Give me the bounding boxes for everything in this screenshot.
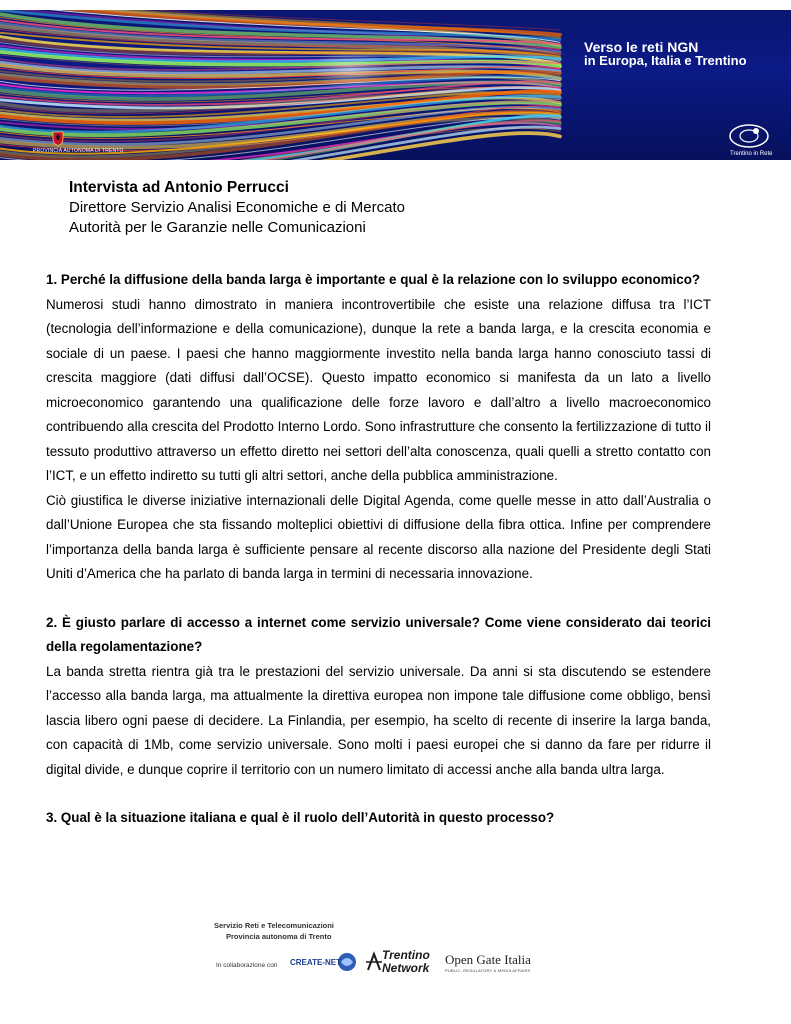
create-net-logo-text: CREATE-NET bbox=[290, 958, 341, 967]
province-caption: PROVINCIA AUTONOMA DI TRENTO bbox=[33, 148, 124, 154]
footer-province-name: Provincia autonoma di Trento bbox=[226, 932, 332, 941]
banner-title: Verso le reti NGN bbox=[584, 39, 699, 55]
fiber-optic-rays-graphic bbox=[0, 10, 791, 160]
trentino-network-text-line2: Network bbox=[382, 961, 430, 975]
answer-2-paragraph-1: La banda stretta rientra già tra le prestazioni del servizio universale. Da anni si sta discutendo se estendere l’accesso alla banda larga, ma attualmente la direttiva europea non impone tale diffusione come obbligo, bensì lascia libero ogni paese di decidere. La Finlandia, per esempio, ha scelto di recente di inserire la larga banda, con capacità di 1Mb, come servizio universale. Sono molti i paesi europei che si danno da fare per ridurre il digital divide, e dunque coprire il territorio con un numero limitato di accessi anche alla banda ultra larga. bbox=[46, 663, 711, 777]
trentino-in-rete-logo-icon bbox=[728, 122, 770, 150]
open-gate-italia-logo: Open Gate Italia bbox=[445, 952, 531, 967]
question-3: 3. Qual è la situazione italiana e qual è il ruolo dell’Autorità in questo processo? bbox=[46, 810, 555, 825]
footer-collaboration-label: In collaborazione con bbox=[216, 962, 278, 969]
footer-service-name: Servizio Reti e Telecomunicazioni bbox=[214, 921, 334, 930]
question-2: 2. È giusto parlare di accesso a internet come servizio universale? Come viene considerato dai teorici della regolamentazione? bbox=[46, 614, 711, 654]
interview-intro bbox=[69, 178, 669, 238]
banner-subtitle: in Europa, Italia e Trentino bbox=[584, 53, 747, 68]
trentino-network-text-line1: Trentino bbox=[382, 948, 430, 962]
footer-logos bbox=[0, 912, 791, 992]
trentino-in-rete-caption: Trentino in Rete bbox=[730, 151, 773, 157]
question-1: 1. Perché la diffusione della banda larga è importante e qual è la relazione con lo sviluppo economico? bbox=[46, 272, 701, 287]
header-banner bbox=[0, 10, 791, 160]
interviewee-role: Direttore Servizio Analisi Economiche e di Mercato bbox=[69, 199, 405, 216]
interview-title: Intervista ad Antonio Perrucci bbox=[69, 179, 289, 196]
answer-1-paragraph-1: Numerosi studi hanno dimostrato in maniera incontrovertibile che esiste una relazione diffusa tra l’ICT (tecnologia dell’informazione e della comunicazione), dunque la rete a banda larga, e la crescita economia e sociale di un paese. I paesi che hanno maggiormente investito nella banda larga hanno conosciuto tassi di crescita maggiore (dati diffusi dall’OCSE). Questo impatto economico si manifesta da un lato a livello microeconomico garantendo una qualificazione delle forze lavoro e dall’altro a livello macroeconomico contribuendo alla crescita del Prodotto Interno Lordo. Sono infrastrutture che consento la fertilizzazione di tutto il tessuto produttivo attraverso un effetto diretto nei settori dell’alta conoscenza, quali quelli a stretto contatto con l’ICT, e un effetto indiretto su tutti gli altri settori, anche della pubblica amministrazione. bbox=[46, 296, 711, 483]
interview-content bbox=[46, 268, 711, 831]
open-gate-italia-tagline: PUBLIC, REGULATORY & MEDIA AFFAIRS bbox=[445, 968, 531, 973]
coat-of-arms-icon bbox=[52, 130, 64, 146]
answer-1-paragraph-2: Ciò giustifica le diverse iniziative internazionali delle Digital Agenda, come quelle messe in atto dall’Australia o dall’Unione Europea che sta fissando molteplici obiettivi di diffusione della fibra ottica. Infine per comprendere l’importanza della banda larga è sufficiente pensare al recente discorso alla nazione del Presidente degli Stati Uniti d’America che ha parlato di banda larga in termini di necessaria innovazione. bbox=[46, 492, 711, 581]
interviewee-organization: Autorità per le Garanzie nelle Comunicazioni bbox=[69, 219, 366, 236]
